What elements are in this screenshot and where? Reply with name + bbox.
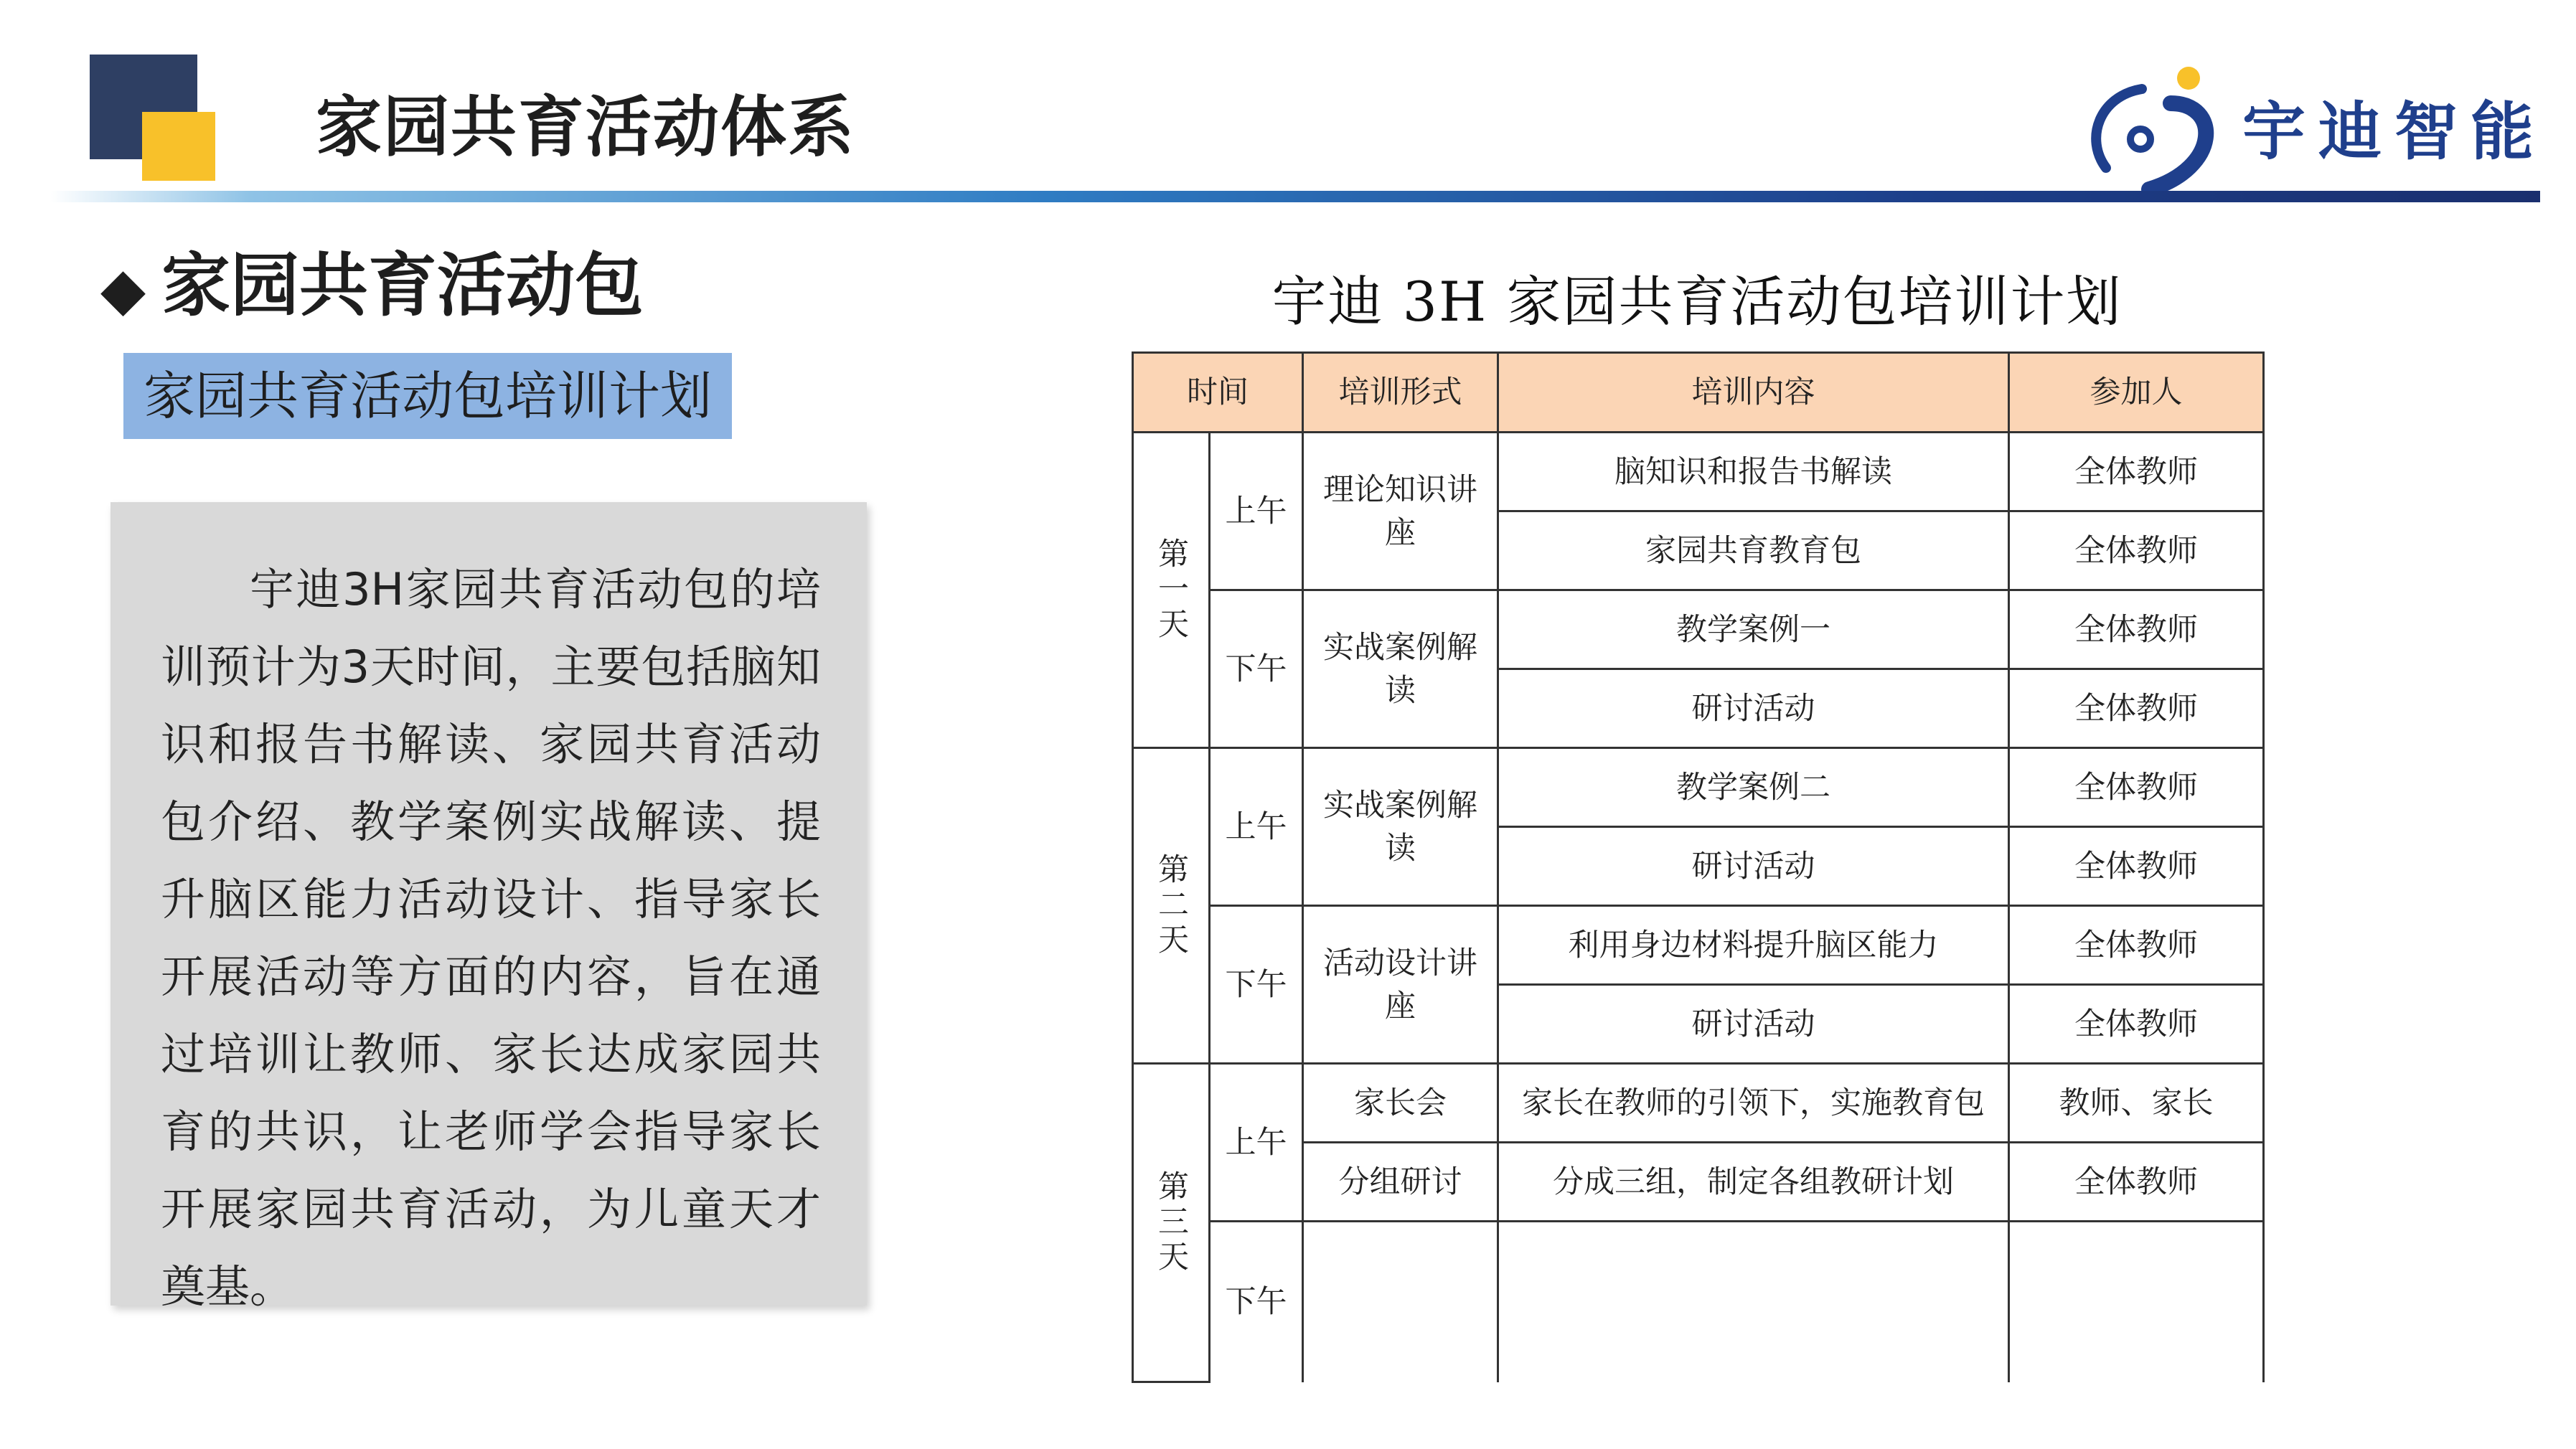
- header-time: 时间: [1133, 353, 1303, 433]
- table-title: 宇迪 3H 家园共育活动包培训计划: [1271, 270, 2123, 334]
- people-cell: [2009, 1222, 2264, 1382]
- period-cell: 上午: [1210, 1064, 1303, 1222]
- content-cell: 教学案例二: [1498, 748, 2009, 827]
- content-cell: 脑知识和报告书解读: [1498, 433, 2009, 511]
- table-row: [1133, 1222, 2264, 1382]
- people-cell: 全体教师: [2009, 433, 2264, 511]
- content-cell: 家长在教师的引领下，实施教育包: [1498, 1064, 2009, 1143]
- form-cell: 实战案例解读: [1303, 748, 1498, 906]
- header-square-yellow: [142, 112, 215, 181]
- header-people: 参加人: [2009, 353, 2264, 433]
- day-cell: 第三天: [1133, 1064, 1210, 1382]
- people-cell: 全体教师: [2009, 590, 2264, 669]
- form-cell: 活动设计讲座: [1303, 906, 1498, 1064]
- form-cell: 实战案例解读: [1303, 590, 1498, 748]
- content-cell: 教学案例一: [1498, 590, 2009, 669]
- header-form: 培训形式: [1303, 353, 1498, 433]
- people-cell: 全体教师: [2009, 748, 2264, 827]
- period-cell: 下午: [1210, 590, 1303, 748]
- content-cell: [1498, 1222, 2009, 1382]
- logo-mark-icon: [2084, 60, 2235, 197]
- people-cell: 全体教师: [2009, 669, 2264, 748]
- day-cell: 第二天: [1133, 748, 1210, 1064]
- people-cell: 教师、家长: [2009, 1064, 2264, 1143]
- section-title-text: 家园共育活动包: [161, 245, 644, 326]
- table-row: [1133, 1143, 2264, 1222]
- period-cell: 上午: [1210, 433, 1303, 590]
- training-plan-table: [1132, 351, 2265, 1383]
- content-cell: 利用身边材料提升脑区能力: [1498, 906, 2009, 985]
- brand-logo: [2084, 60, 2547, 197]
- people-cell: 全体教师: [2009, 985, 2264, 1064]
- content-cell: 研讨活动: [1498, 827, 2009, 906]
- table-row: [1133, 433, 2264, 511]
- description-panel: [111, 502, 867, 1313]
- description-text: 宇迪3H家园共育活动包的培训预计为3天时间，主要包括脑知识和报告书解读、家园共育活动包介绍、教学案例实战解读、提升脑区能力活动设计、指导家长开展活动等方面的内容，旨在通过培训让教师、家长达成家园共育的共识，让老师学会指导家长开展家园共育活动，为儿童天才奠基。: [161, 563, 821, 1313]
- table-row: [1133, 748, 2264, 827]
- content-cell: 研讨活动: [1498, 669, 2009, 748]
- people-cell: 全体教师: [2009, 827, 2264, 906]
- section-tag: 家园共育活动包培训计划: [123, 353, 732, 439]
- people-cell: 全体教师: [2009, 511, 2264, 590]
- period-cell: 下午: [1210, 906, 1303, 1064]
- table-row: [1133, 1064, 2264, 1143]
- table-row: [1133, 590, 2264, 669]
- page-title: 家园共育活动体系: [316, 89, 856, 166]
- people-cell: 全体教师: [2009, 1143, 2264, 1222]
- people-cell: 全体教师: [2009, 906, 2264, 985]
- logo-text: 宇迪智能: [2242, 95, 2547, 169]
- header-content: 培训内容: [1498, 353, 2009, 433]
- form-cell: 理论知识讲座: [1303, 433, 1498, 590]
- content-cell: 分成三组，制定各组教研计划: [1498, 1143, 2009, 1222]
- diamond-bullet-icon: ◆: [100, 255, 146, 324]
- content-cell: 研讨活动: [1498, 985, 2009, 1064]
- period-cell: 下午: [1210, 1222, 1303, 1382]
- day-cell: 第一天: [1133, 433, 1210, 748]
- form-cell: [1303, 1222, 1498, 1382]
- form-cell: 分组研讨: [1303, 1143, 1498, 1222]
- section-title: [100, 231, 644, 329]
- header-divider: [50, 191, 2540, 202]
- content-cell: 家园共育教育包: [1498, 511, 2009, 590]
- table-header-row: [1133, 353, 2264, 433]
- form-cell: 家长会: [1303, 1064, 1498, 1143]
- table-row: [1133, 906, 2264, 985]
- period-cell: 上午: [1210, 748, 1303, 906]
